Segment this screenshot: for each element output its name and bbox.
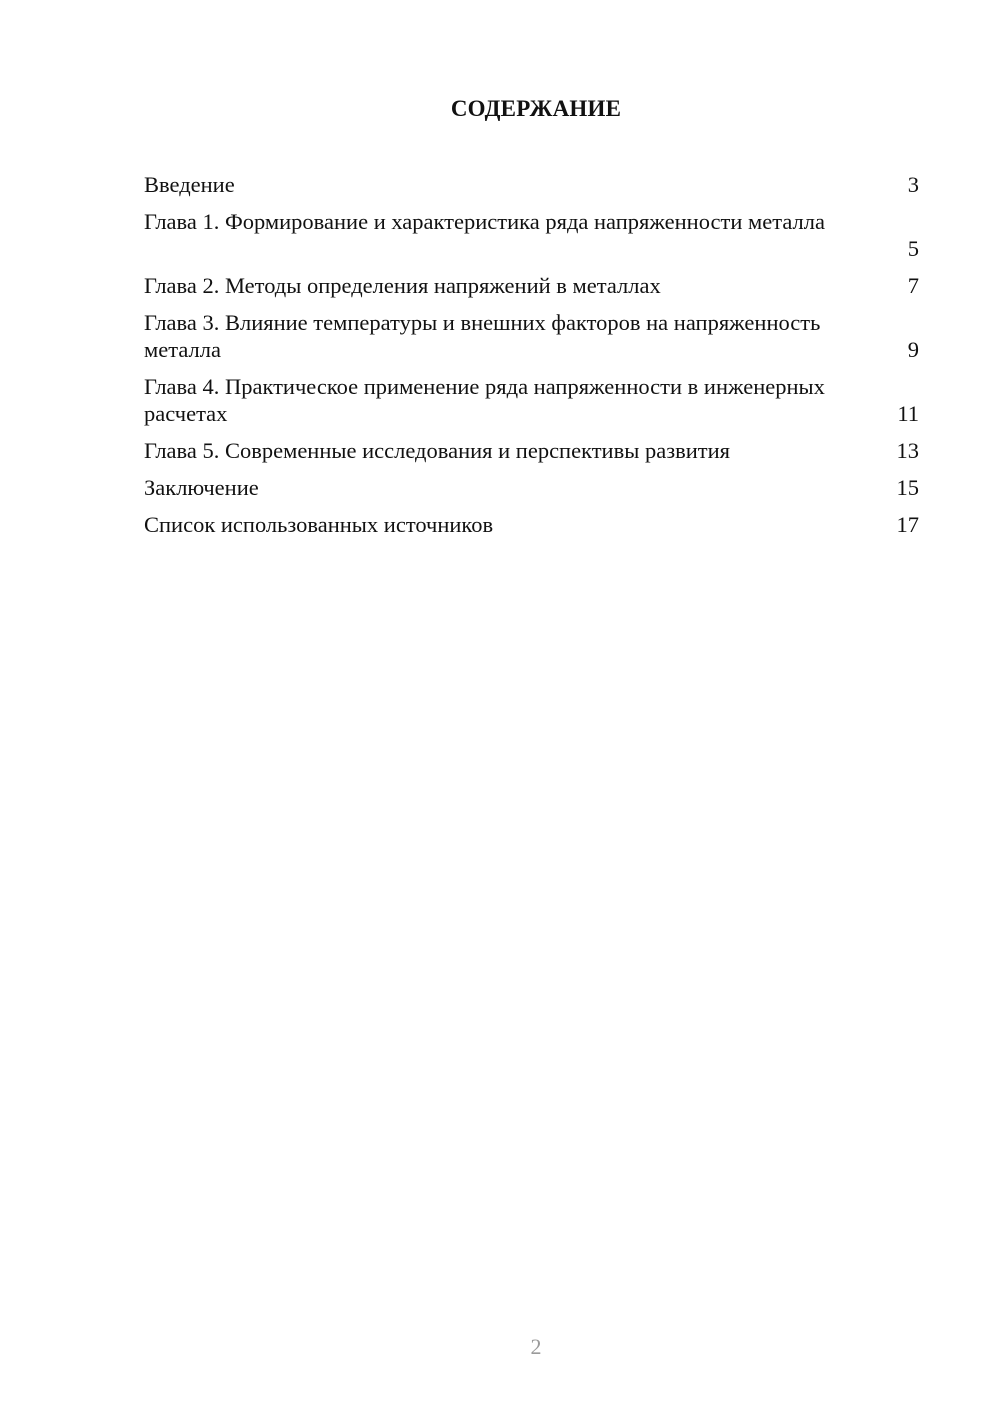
toc-entry-page: 17 (896, 512, 919, 537)
toc-entry-chapter-4 (144, 373, 919, 427)
toc-entry-chapter-3 (144, 309, 919, 363)
toc-entry-page: 9 (907, 337, 919, 362)
toc-entry-label: Глава 3. Влияние температуры и внешних факторов на напряженность металла (144, 310, 821, 362)
toc-entry-label: Заключение (144, 475, 259, 500)
table-of-contents (144, 171, 919, 548)
toc-entry-label: Список использованных источников (144, 512, 494, 537)
toc-title: СОДЕРЖАНИЕ (450, 96, 622, 121)
toc-entry-page: 15 (896, 475, 919, 500)
toc-entry-page: 3 (907, 172, 919, 197)
toc-entry-page: 13 (896, 438, 919, 463)
toc-entry-chapter-5 (144, 437, 919, 464)
toc-entry-page: 7 (907, 273, 919, 298)
toc-entry-label: Глава 4. Практическое применение ряда напряженности в инженерных расчетах (144, 374, 825, 426)
toc-entry-page: 11 (897, 401, 919, 426)
page-number: 2 (530, 1334, 542, 1359)
toc-entry-label: Глава 1. Формирование и характеристика ряда напряженности металла (144, 209, 825, 234)
toc-entry-chapter-1 (144, 208, 919, 262)
toc-entry-chapter-2 (144, 272, 919, 299)
toc-entry-label: Введение (144, 172, 235, 197)
toc-entry-page: 5 (907, 236, 919, 261)
toc-entry-introduction (144, 171, 919, 198)
toc-entry-references (144, 511, 919, 538)
toc-entry-conclusion (144, 474, 919, 501)
toc-entry-label: Глава 2. Методы определения напряжений в металлах (144, 273, 661, 298)
toc-entry-label: Глава 5. Современные исследования и перспективы развития (144, 438, 730, 463)
